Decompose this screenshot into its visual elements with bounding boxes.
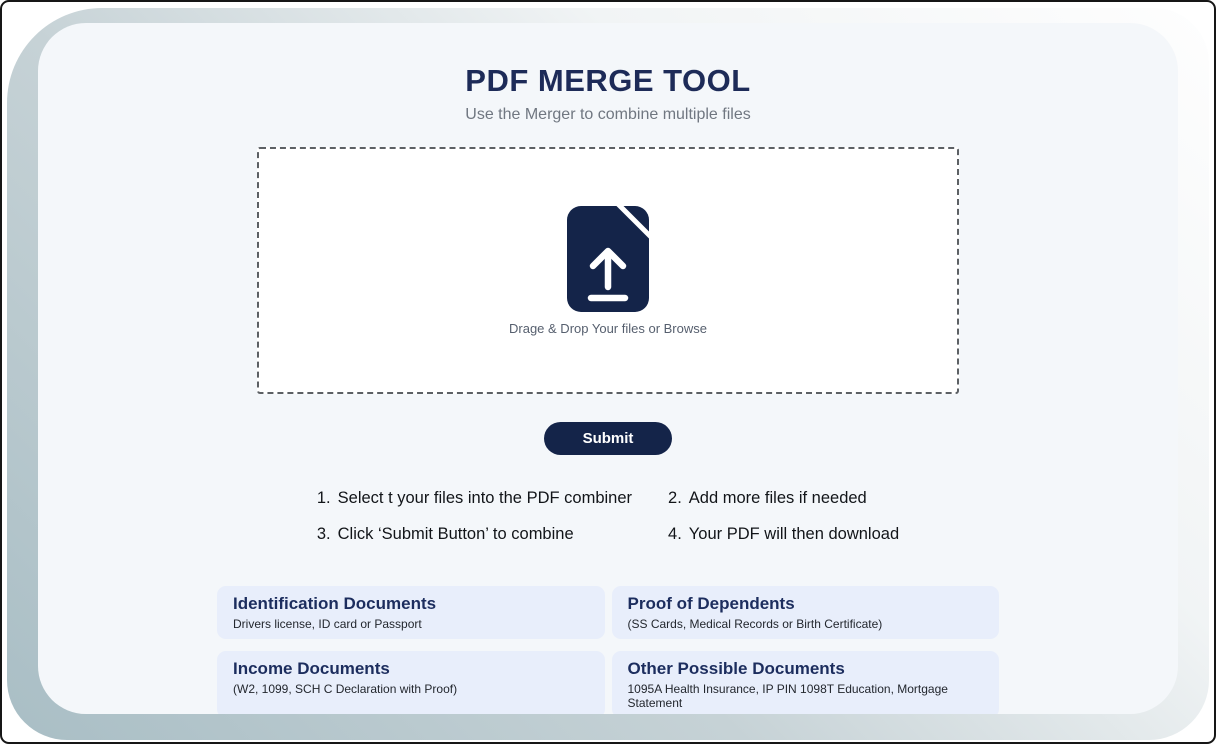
submit-button[interactable]: Submit [544,422,672,455]
dropzone-label: Drage & Drop Your files or Browse [509,320,707,336]
instruction-item [668,489,899,508]
page-subtitle: Use the Merger to combine multiple files [465,106,751,123]
card-title: Income Documents [233,659,390,678]
instruction-number: 1. [316,489,331,507]
card-title: Proof of Dependents [627,594,795,613]
card-subtitle: (W2, 1099, SCH C Declaration with Proof) [233,682,458,696]
instruction-text: Your PDF will then download [688,525,900,543]
card-proof-of-dependents [612,586,1000,639]
card-subtitle: Drivers license, ID card or Passport [233,617,422,631]
file-upload-icon [567,206,649,312]
instruction-text: Select t your files into the PDF combiner [337,489,633,507]
instructions-list [38,489,1178,544]
card-title: Identification Documents [233,594,437,613]
card-income-documents [217,651,605,714]
instruction-item [317,489,632,508]
instruction-text: Add more files if needed [688,489,867,507]
card-subtitle: (SS Cards, Medical Records or Birth Certificate) [627,617,883,631]
card-subtitle: 1095A Health Insurance, IP PIN 1098T Education, Mortgage Statement [627,682,948,710]
card-identification-documents [217,586,605,639]
instruction-number: 2. [668,489,682,507]
file-dropzone[interactable] [257,147,959,394]
card-title: Other Possible Documents [627,659,845,678]
instruction-number: 3. [316,525,331,543]
instruction-text: Click ‘Submit Button’ to combine [337,525,574,543]
card-other-possible-documents [612,651,1000,714]
instruction-item [317,525,632,544]
pdf-merge-panel [38,23,1178,714]
instruction-number: 4. [668,525,682,543]
document-cards-grid [217,586,999,714]
page-title: PDF MERGE TOOL [465,63,751,98]
instruction-item [668,525,899,544]
